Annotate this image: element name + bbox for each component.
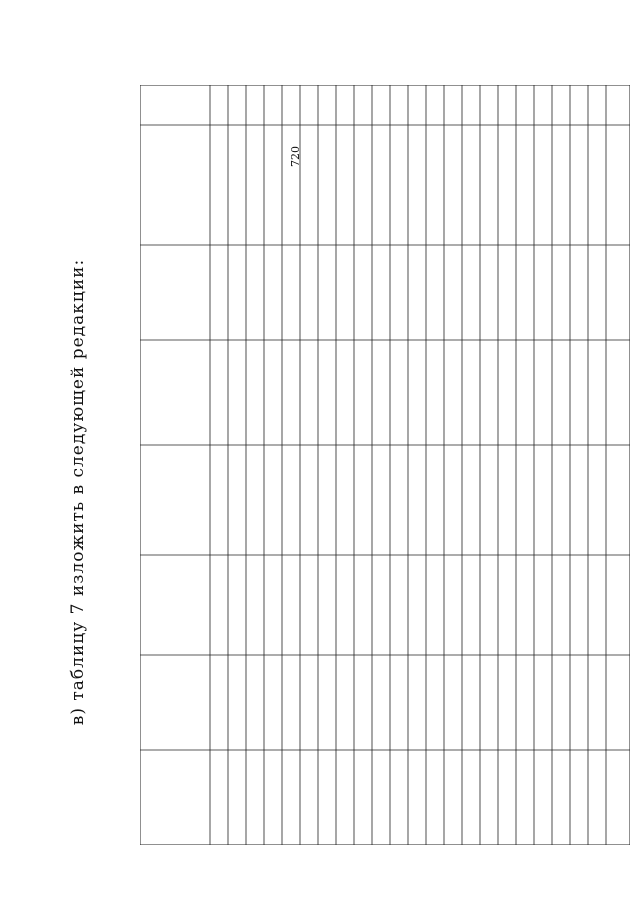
section-heading: в) таблицу 7 изложить в следующей редакции: [68,258,88,726]
table-grid [140,85,630,845]
page-number: 720 [289,146,302,167]
